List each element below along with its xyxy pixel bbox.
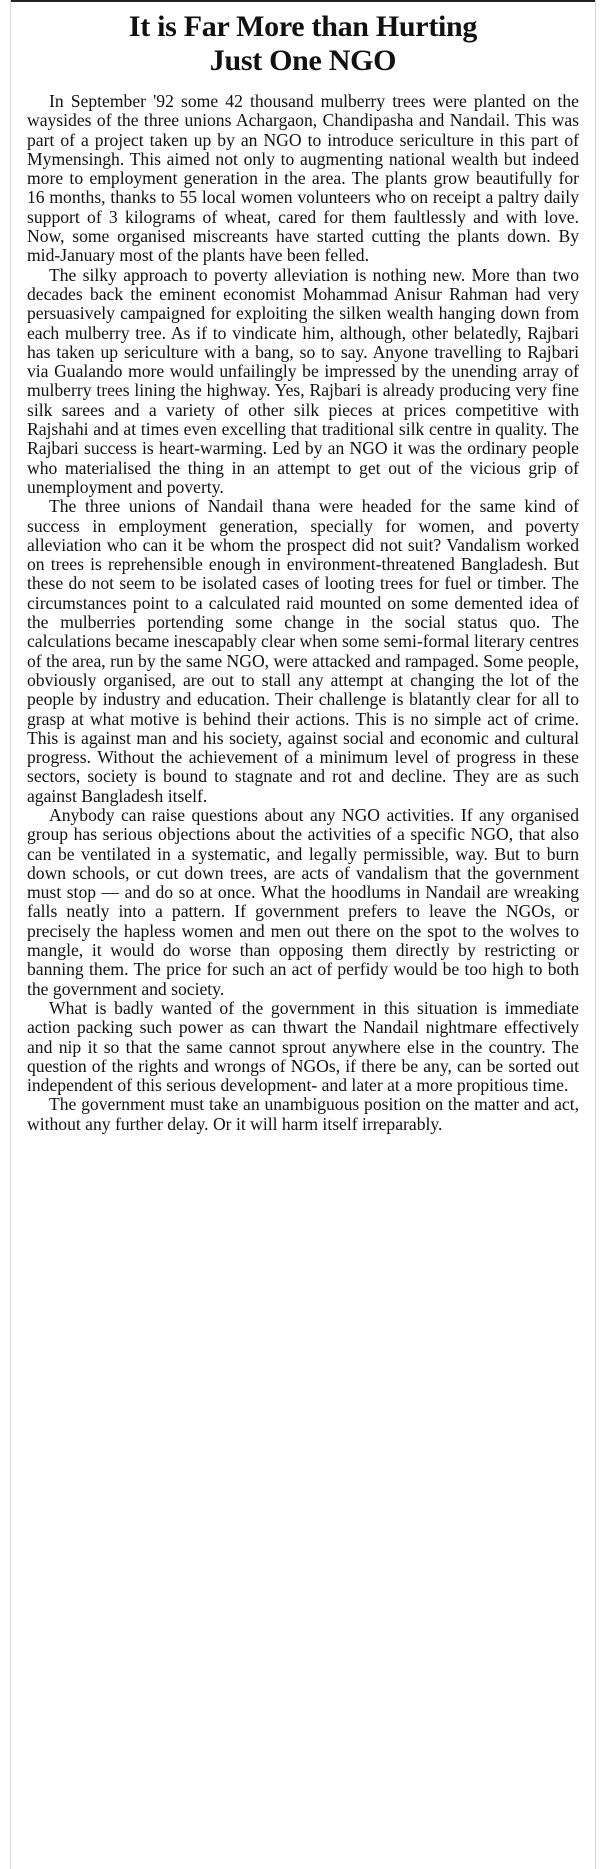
- article-body: [27, 92, 579, 1134]
- headline: [11, 10, 595, 78]
- headline-line-2: Just One NGO: [209, 44, 397, 77]
- paragraph-2: The silky approach to poverty alleviation is nothing new. More than two decades back the eminent economist Mohammad Anisur Rahman had very persuasively campaigned for exploiting the silken wealth hanging down from each mulberry tree. As if to vindicate him, although, other belatedly, Rajbari has taken up sericulture with a bang, so to say. Anyone travelling to Rajbari via Gualando more would unfailingly be impressed by the unending array of mulberry trees lining the highway. Yes, Rajbari is already producing very fine silk sarees and a variety of other silk pieces at prices competitive with Rajshahi and at times even excelling that traditional silk centre in quality. The Rajbari success is heart-warming. Led by an NGO it was the ordinary people who materialised the thing in an attempt to get out of the vicious grip of unemployment and poverty.: [27, 264, 579, 497]
- paragraph-3: The three unions of Nandail thana were headed for the same kind of success in employment generation, specially for women, and poverty alleviation who can it be whom the prospect did not suit? Vandalism worked on trees is reprehensible enough in environment-threatened Bangladesh. But these do not seem to be isolated cases of looting trees for fuel or timber. The circumstances point to a calculated raid mounted on some demented idea of the mulberries portending some change in the social status quo. The calculations became inescapably clear when some semi-formal literary centres of the area, run by the same NGO, were attacked and rampaged. Some people, obviously organised, are out to stall any attempt at changing the lot of the people by industry and education. Their challenge is blatantly clear for all to grasp at what motive is behind their actions. This is no simple act of crime. This is against man and his society, against social and economic and cultural progress. Without the achievement of a minimum level of progress in these sectors, society is bound to stagnate and rot and decline. They are as such against Bangladesh itself.: [27, 496, 579, 806]
- paragraph-5: What is badly wanted of the government in this situation is immediate action packing such power as can thwart the Nandail nightmare effectively and nip it so that the same cannot sprout anywhere else in the country. The question of the rights and wrongs of NGOs, if there be any, can be sorted out independent of this serious development- and later at a more propitious time.: [27, 997, 579, 1096]
- paragraph-4: Anybody can raise questions about any NGO activities. If any organised group has serious objections about the activities of a specific NGO, that also can be ventilated in a systematic, and legally permissible, way. But to burn down schools, or cut down trees, are acts of vandalism that the government must stop — and do so at once. What the hoodlums in Nandail are wreaking falls neatly into a pattern. If government prefers to leave the NGOs, or precisely the hapless women and men out there on the spot to the wolves to mangle, it would do worse than opposing them directly by restricting or banning them. The price for such an act of perfidy would be too high to both the government and society.: [27, 804, 579, 999]
- newspaper-clipping: [10, 0, 596, 1869]
- paragraph-1: In September '92 some 42 thousand mulberry trees were planted on the waysides of the three unions Achargaon, Chandipasha and Nandail. This was part of a project taken up by an NGO to introduce sericulture in this part of Mymensingh. This aimed not only to augmenting national wealth but indeed more to employment generation in the area. The plants grow beautifully for 16 months, thanks to 55 local women volunteers who on receipt a paltry daily support of 3 kilograms of wheat, cared for them faultlessly and with love. Now, some organised miscreants have started cutting the plants down. By mid-January most of the plants have been felled.: [27, 91, 579, 266]
- top-rule: [11, 0, 595, 2]
- paragraph-6: The government must take an unambiguous position on the matter and act, without any further delay. Or it will harm itself irreparably.: [27, 1094, 579, 1134]
- headline-line-1: It is Far More than Hurting: [128, 10, 478, 43]
